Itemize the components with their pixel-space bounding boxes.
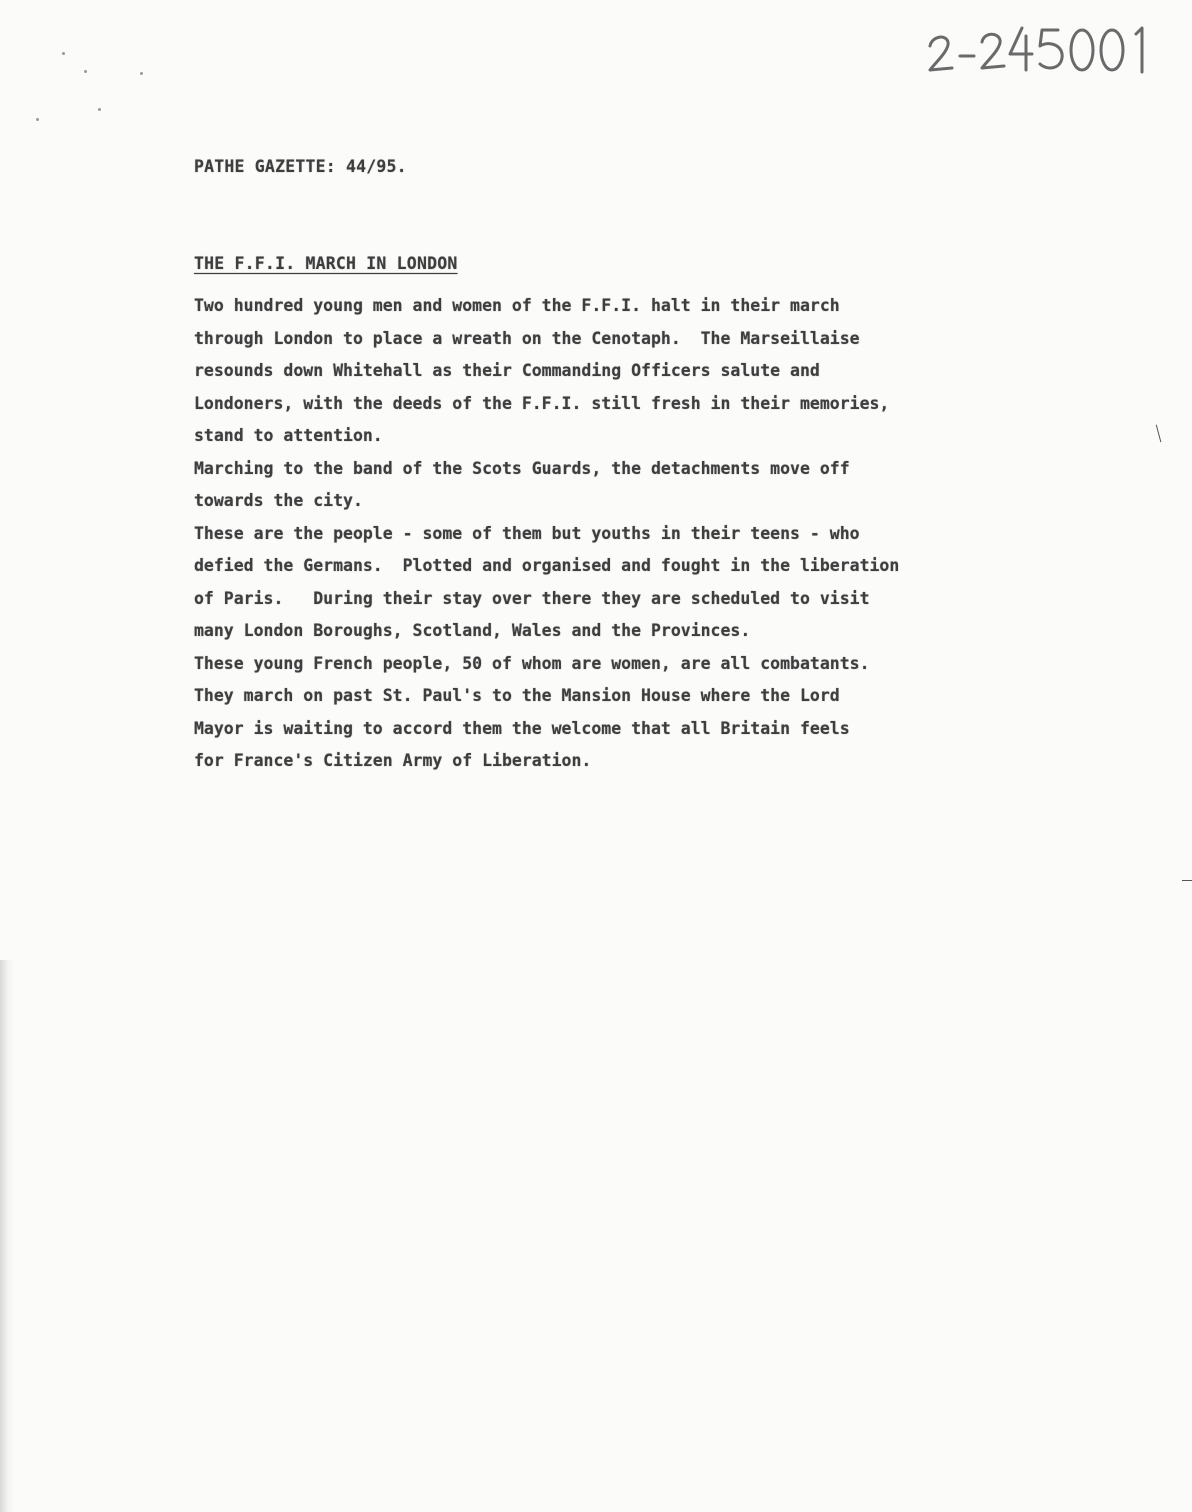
handwritten-number-drawing [922,14,1152,78]
document-header: PATHE GAZETTE: 44/95. [194,157,407,176]
page-edge-shadow [0,960,14,1512]
body-line: many London Boroughs, Scotland, Wales and the Provinces. [194,621,751,640]
body-line: They march on past St. Paul's to the Mansion House where the Lord [194,686,840,705]
body-line: resounds down Whitehall as their Commanding Officers salute and [194,361,820,380]
paper-speck [62,52,65,55]
body-line: for France's Citizen Army of Liberation. [194,751,592,770]
paper-speck [98,108,101,111]
body-line: stand to attention. [194,426,383,445]
body-line: of Paris. During their stay over there they are scheduled to visit [194,588,870,608]
paper-speck [140,72,143,75]
body-line: Marching to the band of the Scots Guards, the detachments move off [194,458,850,478]
body-line: These are the people - some of them but youths in their teens - who [194,523,860,543]
body-line: Londoners, with the deeds of the F.F.I. still fresh in their memories, [194,393,890,413]
body-line: Two hundred young men and women of the F.F.I. halt in their march [194,296,840,315]
body-line: through London to place a wreath on the Cenotaph. The Marseillaise [194,328,860,348]
paper-speck [84,70,87,73]
paper-speck [36,118,39,121]
handwritten-stamp-number [922,14,1152,78]
body-line: defied the Germans. Plotted and organised and fought in the liberation [194,556,900,575]
edge-tick-mark [1182,880,1192,881]
body-line: Mayor is waiting to accord them the welcome that all Britain feels [194,718,850,738]
margin-pencil-mark [1156,424,1165,442]
body-line: towards the city. [194,491,363,510]
document-body [194,290,899,778]
document-title: THE F.F.I. MARCH IN LONDON [194,254,458,273]
body-line: These young French people, 50 of whom are women, are all combatants. [194,653,870,673]
